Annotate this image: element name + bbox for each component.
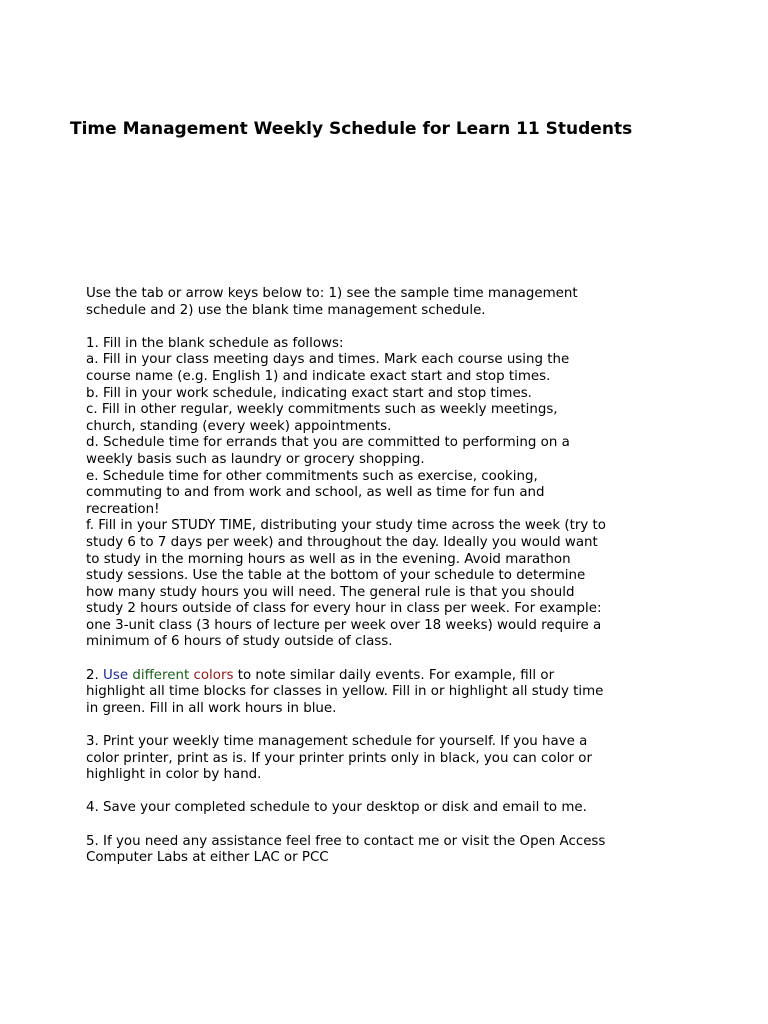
text-line: commuting to and from work and school, as well as time for fun and xyxy=(86,485,545,501)
text-line: weekly basis such as laundry or grocery shopping. xyxy=(86,451,425,467)
text-line: color printer, print as is. If your printer prints only in black, you can color or xyxy=(86,750,592,766)
step-5-paragraph xyxy=(86,834,646,867)
step-4-paragraph xyxy=(86,800,646,817)
step-3-paragraph xyxy=(86,734,646,784)
text-line: 4. Save your completed schedule to your desktop or disk and email to me. xyxy=(86,800,587,816)
text-line: course name (e.g. English 1) and indicate exact start and stop times. xyxy=(86,368,551,384)
text-line: e. Schedule time for other commitments such as exercise, cooking, xyxy=(86,468,538,484)
text-line: 1. Fill in the blank schedule as follows: xyxy=(86,335,344,351)
text-line: Computer Labs at either LAC or PCC xyxy=(86,850,329,866)
document-title: Time Management Weekly Schedule for Learn 11 Students xyxy=(70,119,633,139)
colored-word-use: Use xyxy=(103,667,129,683)
text-line: study 2 hours outside of class for every hour in class per week. For example: xyxy=(86,601,602,617)
text-line: f. Fill in your STUDY TIME, distributing your study time across the week (try to xyxy=(86,518,606,534)
text-line: a. Fill in your class meeting days and times. Mark each course using the xyxy=(86,352,570,368)
text-line: Use the tab or arrow keys below to: 1) see the sample time management xyxy=(86,286,578,301)
intro-paragraph xyxy=(86,286,646,319)
text-line: d. Schedule time for errands that you are committed to performing on a xyxy=(86,435,570,451)
text-line: church, standing (every week) appointments. xyxy=(86,418,392,434)
text-line: to study in the morning hours as well as in the evening. Avoid marathon xyxy=(86,551,571,567)
text-line: highlight in color by hand. xyxy=(86,767,262,783)
paragraph-gap xyxy=(86,817,646,834)
text-line: recreation! xyxy=(86,501,160,517)
text-line: in green. Fill in all work hours in blue. xyxy=(86,700,337,716)
text-line: b. Fill in your work schedule, indicating exact start and stop times. xyxy=(86,385,532,401)
text-line: how many study hours you will need. The general rule is that you should xyxy=(86,584,575,600)
paragraph-gap xyxy=(86,784,646,801)
text-line: minimum of 6 hours of study outside of class. xyxy=(86,634,393,650)
text-line: highlight all time blocks for classes in yellow. Fill in or highlight all study time xyxy=(86,684,604,700)
step-2-paragraph xyxy=(86,668,646,718)
text-line: schedule and 2) use the blank time management schedule. xyxy=(86,302,486,318)
colored-word-different: different xyxy=(132,667,190,683)
instructions-body xyxy=(86,286,646,867)
text-line: study 6 to 7 days per week) and throughout the day. Ideally you would want xyxy=(86,534,598,550)
text-line xyxy=(86,668,646,685)
step-2-rest: to note similar daily events. For example, fill or xyxy=(233,667,555,683)
text-line: study sessions. Use the table at the bottom of your schedule to determine xyxy=(86,568,586,584)
paragraph-gap xyxy=(86,717,646,734)
step-2-prefix: 2. xyxy=(86,667,104,683)
colored-word-colors: colors xyxy=(193,667,234,683)
text-line: one 3-unit class (3 hours of lecture per week over 18 weeks) would require a xyxy=(86,617,602,633)
text-line: 5. If you need any assistance feel free to contact me or visit the Open Access xyxy=(86,833,606,849)
paragraph-gap xyxy=(86,651,646,668)
step-1-paragraph xyxy=(86,336,646,651)
paragraph-gap xyxy=(86,319,646,336)
text-line: 3. Print your weekly time management schedule for yourself. If you have a xyxy=(86,734,588,750)
text-line: c. Fill in other regular, weekly commitments such as weekly meetings, xyxy=(86,402,558,418)
